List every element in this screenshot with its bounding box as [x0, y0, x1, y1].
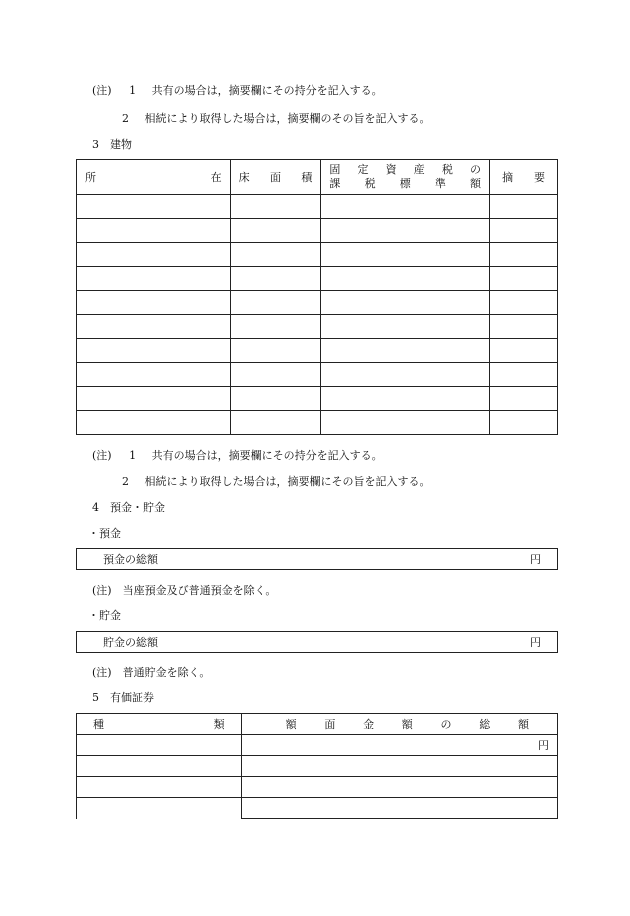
securities-type-cell: [77, 777, 242, 798]
header-face-amount-char: 総: [479, 718, 491, 731]
note-top-line2: 2 相続により取得した場合は，摘要欄のその旨を記入する。: [122, 112, 431, 125]
table-row: [77, 195, 558, 219]
location-cell: [77, 291, 231, 315]
header-tax-base-char: 定: [357, 163, 369, 176]
table-row: [77, 363, 558, 387]
header-face-amount-char: 金: [363, 718, 375, 731]
tax-base-cell: [321, 195, 490, 219]
deposit-total-box: [76, 548, 558, 570]
header-location-char: 所: [85, 171, 96, 184]
table-row: [77, 756, 558, 777]
savings-note: (注) 普通貯金を除く。: [92, 666, 211, 679]
securities-type-cell: [77, 798, 242, 819]
table-row: [77, 219, 558, 243]
remarks-cell: [490, 243, 558, 267]
location-cell: [77, 387, 231, 411]
location-cell: [77, 267, 231, 291]
tax-base-cell: [321, 267, 490, 291]
table-row: [77, 798, 558, 819]
savings-total-unit: 円: [530, 636, 541, 649]
section-5-heading: 5 有価証券: [92, 691, 154, 704]
table-row: [77, 387, 558, 411]
floor-area-cell: [230, 195, 321, 219]
securities-type-cell: [77, 756, 242, 777]
location-cell: [77, 411, 231, 435]
remarks-cell: [490, 291, 558, 315]
remarks-cell: [490, 363, 558, 387]
section-3-heading: 3 建物: [92, 138, 132, 151]
securities-type-cell: [77, 735, 242, 756]
floor-area-cell: [230, 267, 321, 291]
header-tax-base-char: 産: [413, 163, 425, 176]
location-cell: [77, 315, 231, 339]
securities-table: [76, 713, 558, 819]
header-face-amount-char: 額: [518, 718, 529, 731]
header-type-char: 種: [93, 718, 104, 731]
header-location: [77, 160, 231, 195]
note-prefix: (注): [92, 84, 112, 97]
remarks-cell: [490, 195, 558, 219]
header-face-amount-char: 額: [401, 718, 413, 731]
note-mid-line1: (注) 1 共有の場合は，摘要欄にその持分を記入する。: [92, 449, 383, 462]
header-type: [77, 714, 242, 735]
header-floor-area-char: 積: [301, 171, 313, 184]
header-location-char: 在: [210, 171, 222, 184]
deposit-total-unit: 円: [530, 553, 541, 566]
table-row: [77, 339, 558, 363]
header-tax-base-char: 税: [364, 177, 376, 190]
note-top-line1: (注) 1 共有の場合は，摘要欄にその持分を記入する。: [92, 84, 383, 97]
floor-area-cell: [230, 363, 321, 387]
remarks-cell: [490, 411, 558, 435]
table-row: [77, 243, 558, 267]
location-cell: [77, 243, 231, 267]
remarks-cell: [490, 387, 558, 411]
header-remarks-char: 摘: [502, 171, 514, 184]
floor-area-cell: [230, 219, 321, 243]
tax-base-cell: [321, 219, 490, 243]
header-tax-base-char: 固: [329, 163, 341, 176]
header-tax-base-char: 資: [385, 163, 397, 176]
savings-total-label: 貯金の総額: [103, 636, 158, 649]
table-row: [77, 291, 558, 315]
table-row: [77, 411, 558, 435]
header-tax-base-char: 額: [470, 177, 482, 190]
savings-total-box: [76, 631, 558, 653]
header-face-amount-char: 面: [324, 718, 336, 731]
deposit-note: (注) 当座預金及び普通預金を除く。: [92, 584, 277, 597]
remarks-cell: [490, 339, 558, 363]
location-cell: [77, 363, 231, 387]
deposit-heading: ・預金: [88, 527, 121, 540]
location-cell: [77, 219, 231, 243]
floor-area-cell: [230, 339, 321, 363]
section-4-heading: 4 預金・貯金: [92, 501, 165, 514]
header-floor-area-char: 床: [238, 171, 250, 184]
tax-base-cell: [321, 387, 490, 411]
floor-area-cell: [230, 411, 321, 435]
header-tax-base-char: 課: [329, 177, 341, 190]
tax-base-cell: [321, 339, 490, 363]
remarks-cell: [490, 315, 558, 339]
floor-area-cell: [230, 243, 321, 267]
header-remarks: [490, 160, 558, 195]
floor-area-cell: [230, 387, 321, 411]
location-cell: [77, 195, 231, 219]
header-face-amount-total: [241, 714, 557, 735]
header-tax-base-char: 準: [434, 177, 446, 190]
securities-amount-cell: [241, 756, 557, 777]
header-type-char: 類: [213, 718, 225, 731]
remarks-cell: [490, 219, 558, 243]
remarks-cell: [490, 267, 558, 291]
tax-base-cell: [321, 315, 490, 339]
table-row: [77, 735, 558, 756]
securities-amount-cell: [241, 798, 557, 819]
tax-base-cell: [321, 243, 490, 267]
buildings-table: [76, 159, 558, 435]
buildings-header-row: [77, 160, 558, 195]
table-row: [77, 315, 558, 339]
savings-heading: ・貯金: [88, 609, 121, 622]
securities-amount-unit: 円: [538, 739, 549, 752]
floor-area-cell: [230, 315, 321, 339]
header-face-amount-char: 額: [285, 718, 297, 731]
tax-base-cell: [321, 411, 490, 435]
header-remarks-char: 要: [534, 171, 545, 184]
securities-amount-cell: [241, 777, 557, 798]
header-tax-base-char: の: [470, 163, 482, 176]
header-floor-area: [230, 160, 321, 195]
header-face-amount-char: の: [440, 718, 452, 731]
table-row: [77, 267, 558, 291]
header-floor-area-char: 面: [269, 171, 281, 184]
floor-area-cell: [230, 291, 321, 315]
table-row: [77, 777, 558, 798]
securities-header-row: [77, 714, 558, 735]
securities-amount-cell: [241, 735, 557, 756]
header-tax-base-char: 税: [441, 163, 453, 176]
location-cell: [77, 339, 231, 363]
header-tax-base-char: 標: [399, 177, 411, 190]
header-tax-base: [321, 160, 490, 195]
note-mid-line2: 2 相続により取得した場合は，摘要欄にその旨を記入する。: [122, 475, 431, 488]
deposit-total-label: 預金の総額: [103, 553, 158, 566]
tax-base-cell: [321, 291, 490, 315]
tax-base-cell: [321, 363, 490, 387]
